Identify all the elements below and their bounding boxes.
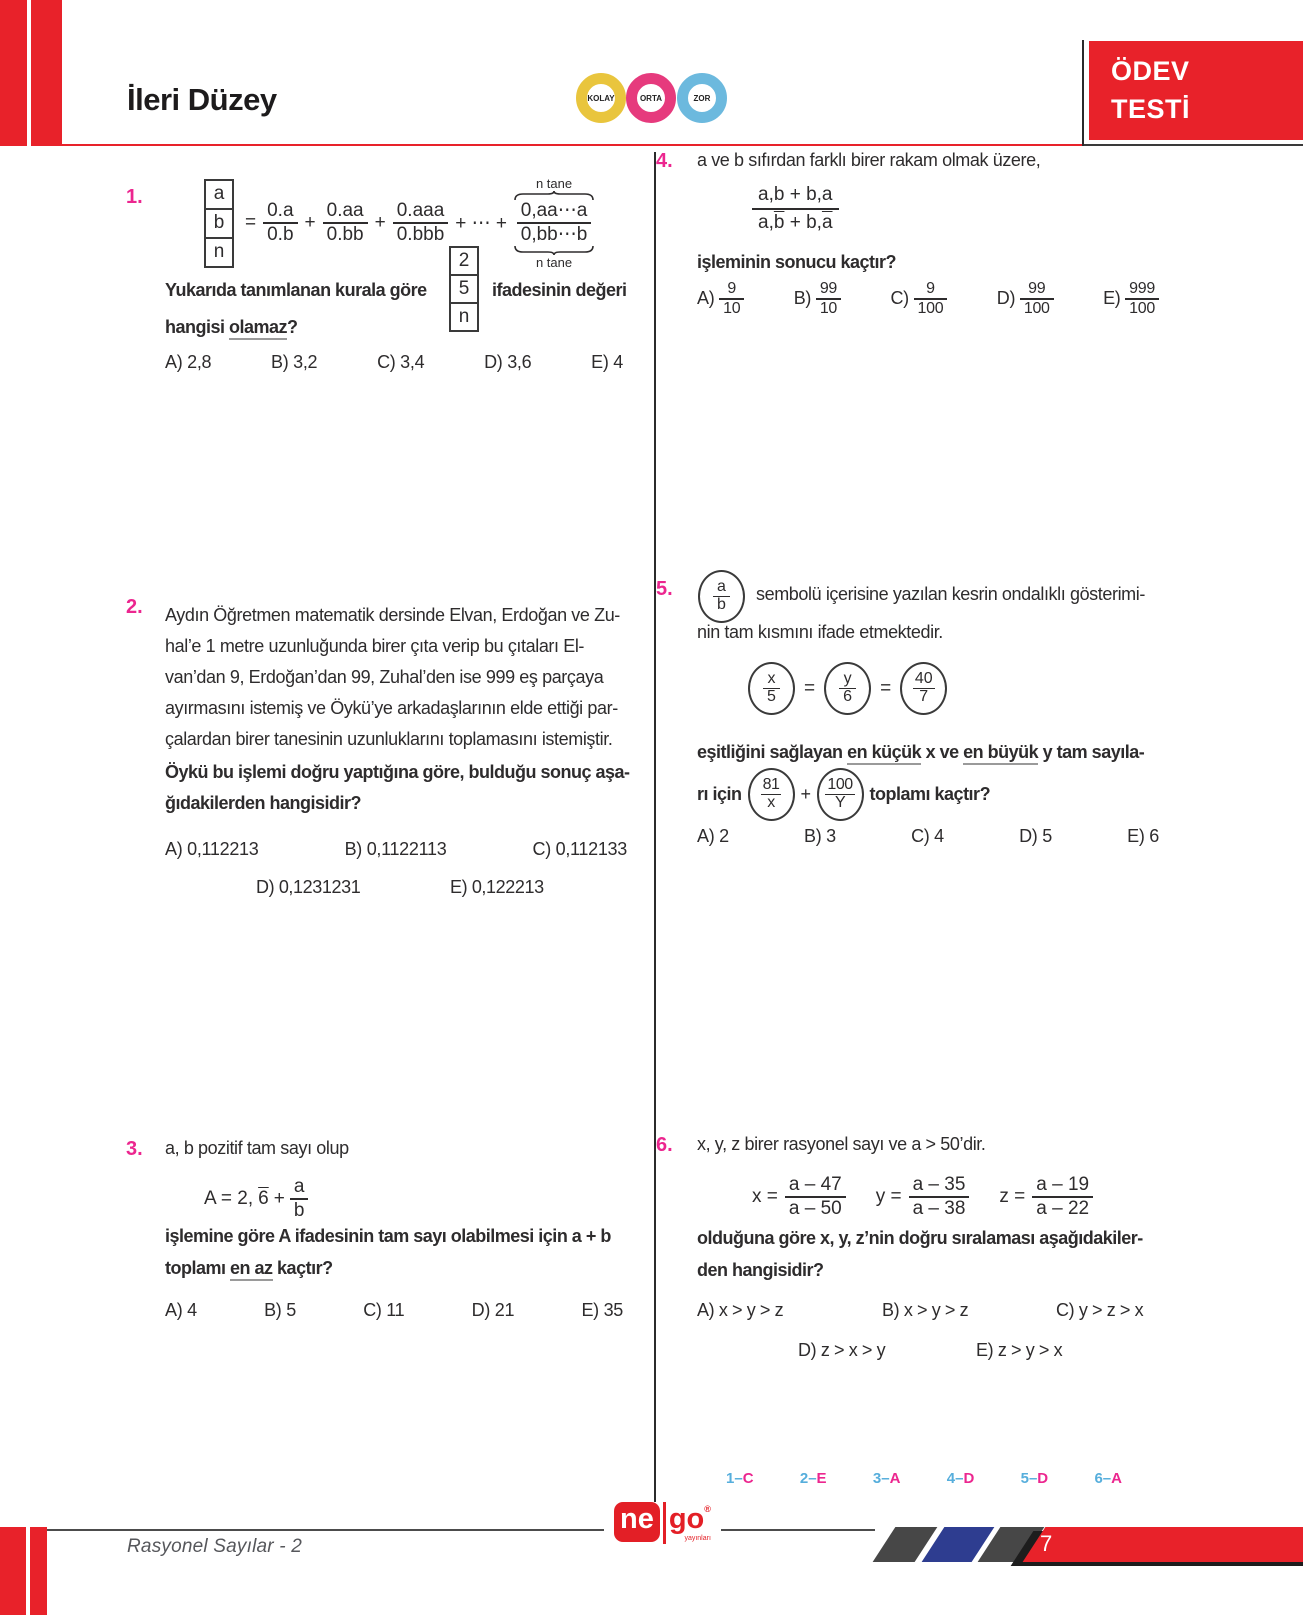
fraction-denominator: 100 <box>1023 300 1050 318</box>
option-key: E) <box>450 877 468 897</box>
fraction-numerator: 0.aaa <box>393 200 449 224</box>
option-key: A) <box>165 352 183 372</box>
circle-y-6 <box>824 662 871 715</box>
paragraph-line: çalardan birer tanesinin uzunluklarını toplamasını istemiştir. <box>165 729 613 749</box>
option-key: B) <box>804 826 822 846</box>
option-d <box>484 352 531 373</box>
option-key: B) <box>271 352 289 372</box>
option-value: y > z > x <box>1078 1300 1144 1320</box>
option-e <box>581 1300 623 1321</box>
equals-sign: = <box>245 212 257 233</box>
fraction-numerator: 0.a <box>263 200 297 224</box>
en-kucuk-underlined: en küçük <box>847 742 921 765</box>
option-key: C) <box>363 1300 382 1320</box>
question-6-bold-line2: den hangisidir? <box>697 1260 824 1280</box>
option-value: 3,6 <box>507 352 532 372</box>
n-tane-bottom-label: n tane <box>535 254 573 270</box>
option-e <box>1103 280 1159 319</box>
option-value: 35 <box>603 1300 623 1320</box>
option-d <box>256 877 360 898</box>
answer-letter: A <box>1111 1470 1122 1487</box>
fraction-numerator: a – 19 <box>1032 1174 1093 1198</box>
question-2-paragraph <box>165 600 620 755</box>
fraction-denominator: 0.bbb <box>396 224 445 245</box>
option-c <box>377 352 424 373</box>
paragraph-line: van’dan 9, Erdoğan’dan 99, Zuhal’den ise 999 eş parçaya <box>165 667 604 687</box>
rule-stack-cell: a <box>204 179 234 210</box>
option-c <box>363 1300 404 1321</box>
circle-81-x <box>748 768 795 821</box>
bottom-left-red-bar <box>0 1527 47 1615</box>
option-e <box>450 877 544 898</box>
option-value: 6 <box>1149 826 1159 846</box>
option-key: B) <box>793 288 812 309</box>
formula-x <box>752 1174 846 1220</box>
option-key: A) <box>697 1300 715 1320</box>
difficulty-badge-orta <box>626 73 676 123</box>
option-key: D) <box>996 288 1016 309</box>
option-key: D) <box>256 877 275 897</box>
page-number: 7 <box>1040 1531 1053 1556</box>
circle-fraction <box>825 777 854 812</box>
fraction-term-2 <box>323 200 368 246</box>
formula-lhs: x = <box>752 1186 778 1207</box>
fraction-numerator: 81 <box>762 775 780 793</box>
option-e <box>1127 826 1159 847</box>
option-key: C) <box>890 288 909 309</box>
answer-5 <box>1021 1470 1049 1487</box>
option-a <box>697 826 729 847</box>
odev-testi-line1: ÖDEV <box>1111 56 1190 86</box>
fraction-denominator: 0.b <box>267 224 294 245</box>
option-value: x > y > z <box>718 1300 784 1320</box>
option-value: 3,4 <box>400 352 425 372</box>
option-value: 0,122213 <box>471 877 544 897</box>
fraction-denominator: 6 <box>843 688 853 705</box>
option-key: B) <box>264 1300 282 1320</box>
option-key: C) <box>911 826 930 846</box>
option-value: 4 <box>934 826 944 846</box>
odev-testi-badge <box>1089 41 1303 140</box>
answer-6 <box>1094 1470 1122 1487</box>
option-c <box>1056 1300 1143 1321</box>
fraction-numerator: a <box>713 579 730 597</box>
bold-text: x ve <box>921 742 964 762</box>
question-1-text-olamaz: olamaz <box>229 317 287 340</box>
fraction-last <box>517 200 592 246</box>
question-1-text-line2 <box>165 317 298 338</box>
nego-logo <box>604 1502 721 1544</box>
option-value: 0,112133 <box>555 839 627 859</box>
page-title: İleri Düzey <box>127 82 277 117</box>
bold-text: eşitliğini sağlayan <box>697 742 848 762</box>
option-e <box>976 1340 1062 1361</box>
value-stack-cell: 2 <box>449 246 479 276</box>
option-c <box>890 280 947 319</box>
circle-fraction <box>761 777 782 812</box>
fraction-denominator: 10 <box>723 300 741 318</box>
option-key: C) <box>377 352 396 372</box>
circle-fraction <box>713 579 730 614</box>
paragraph-line: ayırmasını istemiş ve Öykü’ye arkadaşlarının elde ettiği par- <box>165 698 618 718</box>
question-1-text-part1: Yukarıda tanımlanan kurala göre <box>165 280 427 300</box>
fraction-numerator: 100 <box>827 775 853 793</box>
option-a <box>697 280 744 319</box>
option-value: 2 <box>719 826 729 846</box>
question-6-intro: x, y, z birer rasyonel sayı ve a > 50’dir. <box>697 1134 986 1154</box>
bold-text: toplamı kaçtır? <box>869 783 991 804</box>
option-key: A) <box>165 1300 183 1320</box>
symbol-circle-a-b <box>698 570 745 623</box>
header-rule-dark <box>1084 144 1303 146</box>
formula-y <box>876 1174 970 1220</box>
fraction-numerator: 9 <box>914 280 948 300</box>
option-b <box>882 1300 968 1321</box>
option-value: 11 <box>386 1300 405 1320</box>
fraction-term-1 <box>263 200 297 246</box>
fraction-denominator: a – 50 <box>788 1198 842 1219</box>
rule-stack-box <box>204 179 234 268</box>
option-b <box>345 839 447 860</box>
answer-1 <box>726 1470 754 1487</box>
question-5-circle-equation <box>748 662 947 715</box>
paragraph-line: hal’e 1 metre uzunluğunda birer çıta verip bu çıtaları El- <box>165 636 585 656</box>
page-band-red <box>1023 1527 1303 1562</box>
option-d <box>472 1300 515 1321</box>
fraction-numerator: 0.aa <box>323 200 368 224</box>
bottom-left-red-bar-divider <box>26 1527 30 1615</box>
question-3-bold-line1: işlemine göre A ifadesinin tam sayı olabilmesi için a + b <box>165 1226 611 1246</box>
badge-kolay-label: KOLAY <box>587 93 615 103</box>
question-3-bold-line2 <box>165 1258 333 1279</box>
formula-fraction <box>1032 1174 1093 1220</box>
question-1-text-hangisi: hangisi <box>165 317 230 337</box>
nego-logo-go <box>669 1502 711 1542</box>
option-value: 21 <box>494 1300 515 1320</box>
option-c <box>911 826 944 847</box>
circle-fraction <box>839 671 856 706</box>
repeating-digit: $\overline{a}$ <box>821 211 833 233</box>
nego-logo-go-text: go <box>668 1503 705 1535</box>
option-d <box>798 1340 885 1361</box>
option-value: 0,112213 <box>187 839 259 859</box>
option-key: E) <box>1127 826 1145 846</box>
option-e <box>591 352 623 373</box>
question-6-bold-line1: olduğuna göre x, y, z’nin doğru sıralaması aşağıdakiler- <box>697 1228 1143 1248</box>
fraction-numerator: a – 35 <box>909 1174 970 1198</box>
repeating-digit: $\overline{b}$ <box>773 211 785 233</box>
circle-100-Y <box>817 768 864 821</box>
option-fraction <box>719 280 744 319</box>
difficulty-badge-kolay <box>576 73 626 123</box>
plus-sign: + <box>800 783 811 804</box>
circle-x-5 <box>748 662 795 715</box>
question-1-options <box>165 352 623 373</box>
answer-number: 3– <box>872 1470 890 1487</box>
option-value: x > y > z <box>903 1300 969 1320</box>
answer-number: 4– <box>946 1470 964 1487</box>
option-key: E) <box>591 352 609 372</box>
en-az-underlined: en az <box>230 1258 273 1281</box>
formula-fraction <box>785 1174 846 1220</box>
option-value: 4 <box>613 352 623 372</box>
option-value: z > y > x <box>997 1340 1063 1360</box>
plus-sign: + <box>304 212 316 233</box>
option-key: A) <box>165 839 183 859</box>
badge-zor-label: ZOR <box>693 93 711 103</box>
question-3-options <box>165 1300 623 1321</box>
fraction-numerator: 40 <box>914 670 933 688</box>
circle-40-7 <box>900 662 947 715</box>
question-2-bold-line1: Öykü bu işlemi doğru yaptığına göre, bulduğu sonuç aşa- <box>165 762 630 782</box>
fraction-denominator: a – 38 <box>912 1198 966 1219</box>
answer-letter: D <box>963 1470 975 1487</box>
footer-lesson-title: Rasyonel Sayılar - 2 <box>127 1536 303 1557</box>
option-value: 3 <box>826 826 836 846</box>
fraction-denominator: 10 <box>819 300 838 318</box>
plus-sign: + <box>374 212 386 233</box>
question-5-line2: nin tam kısmını ifade etmektedir. <box>697 622 943 642</box>
question-6-formulas <box>752 1168 1093 1226</box>
question-1-text-part2: ifadesinin değeri <box>492 280 627 300</box>
nego-logo-sub: yayınları <box>684 1535 711 1542</box>
fraction-denominator: 7 <box>919 688 929 705</box>
odev-testi-line2: TESTİ <box>1111 94 1191 124</box>
option-fraction <box>1125 280 1159 319</box>
option-c <box>533 839 627 860</box>
fraction-denominator: 0,bb⋯b <box>520 224 588 245</box>
option-key: C) <box>1056 1300 1075 1320</box>
option-b <box>794 280 841 319</box>
option-a <box>165 1300 197 1321</box>
option-value: 2,8 <box>187 352 212 372</box>
question-5-options <box>697 826 1159 847</box>
option-d <box>997 280 1054 319</box>
underbrace-icon <box>514 246 594 255</box>
fraction-denominator: 5 <box>767 688 776 705</box>
value-stack-box <box>449 246 479 332</box>
answer-letter: E <box>816 1470 827 1487</box>
formula-lhs: y = <box>875 1186 902 1207</box>
rule-stack-cell: b <box>204 208 234 239</box>
fraction-denominator: 100 <box>917 300 944 318</box>
option-value: 0,1231231 <box>278 877 361 897</box>
option-a <box>165 352 211 373</box>
n-tane-top-label: n tane <box>535 176 573 192</box>
question-2-number: 2. <box>126 596 143 618</box>
option-value: 5 <box>1042 826 1052 846</box>
answer-letter: C <box>742 1470 754 1487</box>
header-rule-red <box>62 144 1082 146</box>
answer-number: 5– <box>1020 1470 1038 1487</box>
top-left-red-bar-divider <box>27 0 31 146</box>
question-4-intro: a ve b sıfırdan farklı birer rakam olmak üzere, <box>697 150 1041 170</box>
question-1-number: 1. <box>126 186 143 208</box>
equals-sign: = <box>804 677 816 699</box>
answer-number: 2– <box>799 1470 817 1487</box>
option-key: A) <box>697 826 715 846</box>
question-6-number: 6. <box>656 1134 673 1156</box>
odev-testi-left-rule <box>1082 40 1084 146</box>
fraction-denominator: 0.bb <box>326 224 364 245</box>
circle-fraction <box>763 671 780 706</box>
question-1-qmark: ? <box>287 317 298 337</box>
option-key: C) <box>532 839 551 859</box>
fraction-numerator: a <box>290 1176 309 1200</box>
overbrace-icon <box>514 191 594 200</box>
question-4-number: 4. <box>656 150 673 172</box>
option-a <box>697 1300 783 1321</box>
question-3-formula <box>204 1168 308 1230</box>
fraction-denominator: x <box>767 793 775 811</box>
bold-text: toplamı <box>165 1258 231 1278</box>
value-stack-cell: 5 <box>449 274 479 304</box>
circle-fraction <box>913 671 935 706</box>
answer-letter: D <box>1037 1470 1049 1487</box>
plus-dots-plus: + ⋯ + <box>455 212 508 234</box>
option-value: z > x > y <box>820 1340 886 1360</box>
fraction-denominator: b <box>293 1200 305 1221</box>
en-buyuk-underlined: en büyük <box>963 742 1038 765</box>
option-d <box>1019 826 1052 847</box>
answer-key-row <box>726 1470 1122 1487</box>
answer-letter: A <box>889 1470 901 1487</box>
formula-fraction <box>909 1174 970 1220</box>
paragraph-line: Aydın Öğretmen matematik dersinde Elvan, Erdoğan ve Zu- <box>165 605 620 625</box>
option-key: D) <box>1019 826 1038 846</box>
option-key: B) <box>882 1300 900 1320</box>
question-5-number: 5. <box>656 578 673 600</box>
option-value: 4 <box>187 1300 197 1320</box>
option-fraction <box>914 280 948 319</box>
option-b <box>264 1300 296 1321</box>
option-fraction <box>816 280 841 319</box>
question-3-intro: a, b pozitif tam sayı olup <box>165 1138 349 1158</box>
column-divider <box>654 152 656 1502</box>
question-2-bold-line2: ğıdakilerden hangisidir? <box>165 793 362 813</box>
option-value: 5 <box>286 1300 296 1320</box>
fraction-term-3 <box>393 200 449 246</box>
answer-number: 1– <box>726 1470 743 1487</box>
option-key: B) <box>344 839 362 859</box>
den-part: + b, <box>784 211 822 233</box>
question-5-bold-line1 <box>697 742 1144 763</box>
fraction-numerator: x <box>763 671 780 689</box>
option-key: A) <box>697 288 715 309</box>
answer-4 <box>947 1470 975 1487</box>
question-4-bold: işleminin sonucu kaçtır? <box>697 252 897 272</box>
bold-text: rı için <box>697 783 742 804</box>
badge-orta-label: ORTA <box>639 93 663 103</box>
fraction-a-over-b <box>290 1176 309 1222</box>
difficulty-badge-zor <box>677 73 727 123</box>
fraction-denominator: b <box>717 596 726 613</box>
nego-logo-ne: ne <box>614 1502 660 1542</box>
formula-prefix: A = 2, <box>204 1188 254 1209</box>
option-key: D) <box>471 1300 491 1320</box>
question-5-line1: sembolü içerisine yazılan kesrin ondalıklı gösterimi- <box>756 584 1145 604</box>
equals-sign: = <box>880 677 892 699</box>
option-key: E) <box>581 1300 599 1320</box>
option-fraction <box>1020 280 1054 319</box>
bold-text: y tam sayıla- <box>1038 742 1145 762</box>
fraction-term-n <box>514 176 594 270</box>
fraction-denominator: Y <box>834 793 846 811</box>
fraction-numerator: a,b + b,a <box>752 184 839 210</box>
question-4-fraction <box>752 184 839 234</box>
fraction-numerator: 99 <box>816 280 841 300</box>
nego-logo-bar <box>663 1502 666 1544</box>
question-1-formula <box>204 148 594 298</box>
answer-2 <box>800 1470 827 1487</box>
formula-lhs: z = <box>999 1186 1026 1207</box>
answer-number: 6– <box>1094 1470 1112 1487</box>
fraction-denominator: a – 22 <box>1036 1198 1090 1219</box>
bold-text: kaçtır? <box>272 1258 333 1278</box>
formula-z <box>999 1174 1093 1220</box>
answer-3 <box>873 1470 901 1487</box>
den-part: a, <box>758 211 774 233</box>
top-left-red-bar <box>0 0 62 146</box>
repeating-digit: 6 <box>258 1188 269 1209</box>
fraction-denominator <box>752 210 839 234</box>
option-value: 0,1122113 <box>366 839 447 859</box>
registered-mark: ® <box>704 1504 711 1514</box>
question-2-options-row1 <box>165 839 627 860</box>
fraction-numerator: a – 47 <box>785 1174 846 1198</box>
fraction-numerator: 99 <box>1020 280 1054 300</box>
option-key: D) <box>798 1340 817 1360</box>
fraction-numerator: 999 <box>1125 280 1159 300</box>
option-a <box>165 839 258 860</box>
question-5-bold-line2 <box>697 766 990 822</box>
question-3-number: 3. <box>126 1138 143 1160</box>
option-b <box>271 352 317 373</box>
fraction-numerator: 9 <box>719 280 744 300</box>
fraction-numerator: 0,aa⋯a <box>517 200 592 224</box>
plus-sign: + <box>273 1188 285 1209</box>
value-stack-cell: n <box>449 302 479 332</box>
option-b <box>804 826 836 847</box>
question-4-options <box>697 280 1159 319</box>
option-key: E) <box>976 1340 994 1360</box>
option-value: 3,2 <box>293 352 318 372</box>
footer-rule <box>47 1529 875 1531</box>
rule-stack-cell: n <box>204 237 234 268</box>
fraction-denominator: 100 <box>1129 300 1155 318</box>
fraction-numerator: y <box>839 671 856 689</box>
option-key: E) <box>1103 288 1121 309</box>
option-key: D) <box>484 352 503 372</box>
